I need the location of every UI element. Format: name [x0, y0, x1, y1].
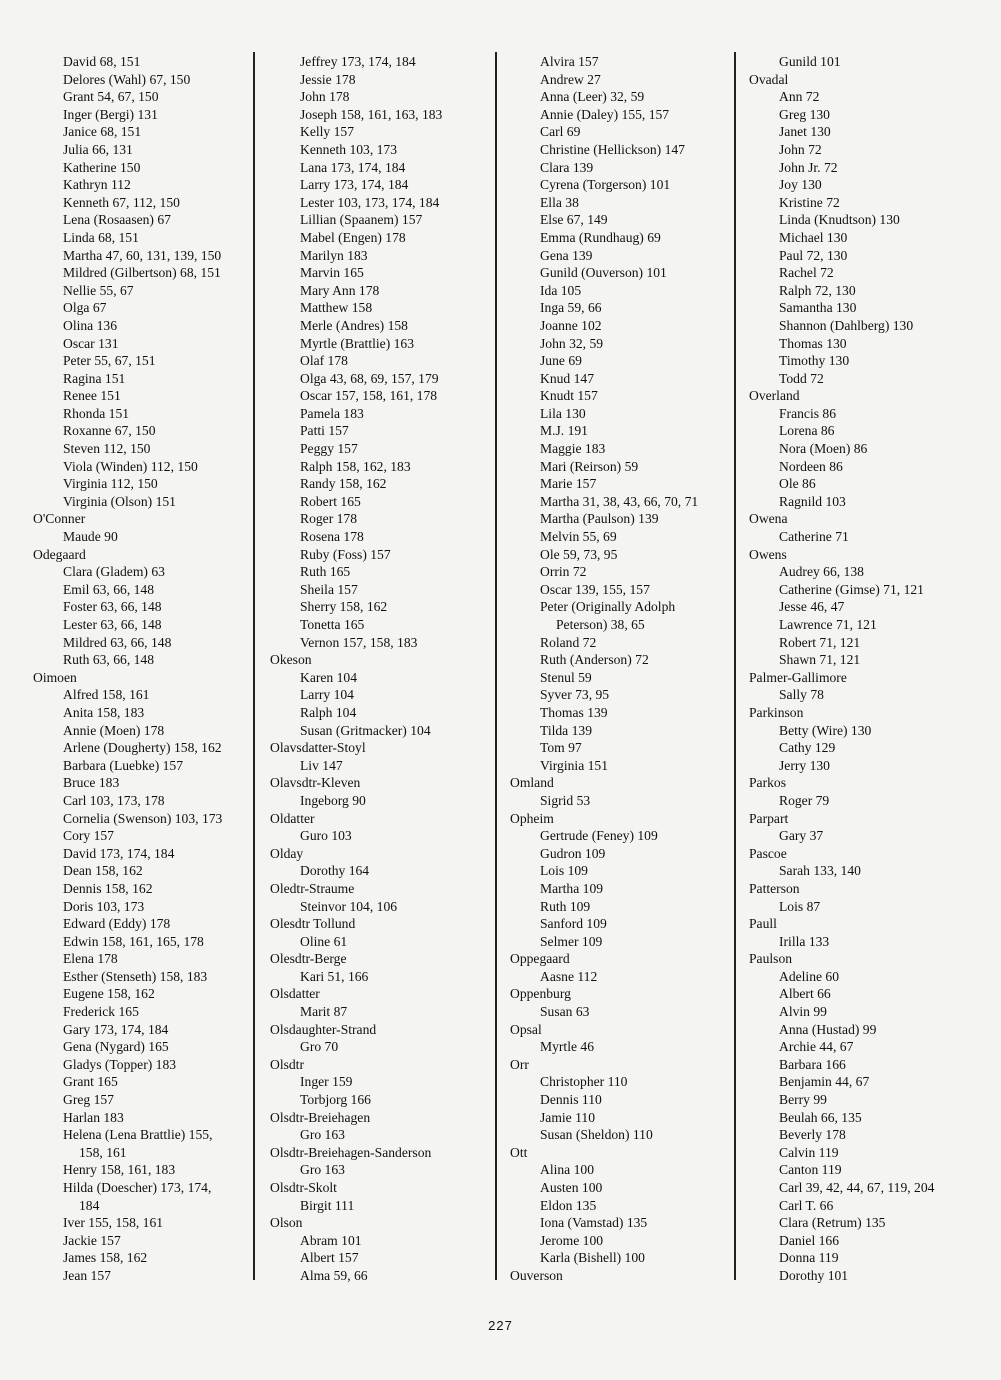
- index-entry: Katherine 150: [63, 159, 141, 175]
- index-entry: Mildred (Gilbertson) 68, 151: [63, 265, 221, 281]
- index-entry: Janice 68, 151: [63, 124, 142, 140]
- index-entry: Inga 59, 66: [540, 300, 602, 316]
- index-entry: Inger (Bergi) 131: [63, 106, 158, 122]
- index-entry: Doris 103, 173: [63, 898, 145, 914]
- index-entry: Harlan 183: [63, 1109, 124, 1125]
- index-entry: Grant 54, 67, 150: [63, 89, 159, 105]
- index-surname: Olavsdatter-Stoyl: [270, 740, 366, 756]
- index-entry: Ralph 158, 162, 183: [300, 458, 411, 474]
- index-entry: Susan (Sheldon) 110: [540, 1127, 653, 1143]
- index-entry: Gladys (Topper) 183: [63, 1056, 177, 1072]
- index-entry: Jerry 130: [779, 757, 830, 773]
- index-surname: Owens: [749, 546, 787, 562]
- index-entry: Merle (Andres) 158: [300, 317, 408, 333]
- index-surname: Ouverson: [510, 1267, 563, 1283]
- index-entry: Robert 71, 121: [779, 634, 861, 650]
- index-entry: Maude 90: [63, 529, 118, 545]
- index-entry: Peter 55, 67, 151: [63, 353, 156, 369]
- index-entry: Gro 163: [300, 1127, 345, 1143]
- index-entry: Ruth 109: [540, 898, 591, 914]
- index-entry: Larry 104: [300, 687, 354, 703]
- index-entry: Esther (Stenseth) 158, 183: [63, 968, 208, 984]
- index-surname: Parpart: [749, 810, 789, 826]
- index-entry: Knud 147: [540, 370, 594, 386]
- index-entry: Roger 79: [779, 792, 830, 808]
- index-entry: Dean 158, 162: [63, 863, 143, 879]
- index-entry: David 173, 174, 184: [63, 845, 175, 861]
- index-entry: Alvira 157: [540, 54, 599, 69]
- index-entry: Ruby (Foss) 157: [300, 546, 391, 562]
- index-entry: Elena 178: [63, 951, 118, 967]
- index-entry: Patti 157: [300, 423, 349, 439]
- index-entry: Francis 86: [779, 405, 837, 421]
- index-entry: Abram 101: [300, 1232, 362, 1248]
- index-surname: Olsdtr-Breiehagen-Sanderson: [270, 1144, 432, 1160]
- index-entry: Cory 157: [63, 828, 114, 844]
- index-entry: Shannon (Dahlberg) 130: [779, 317, 914, 333]
- index-entry: Lois 87: [779, 898, 821, 914]
- index-entry: Gro 70: [300, 1039, 339, 1055]
- index-entry: Daniel 166: [779, 1232, 840, 1248]
- index-entry: Catherine 71: [779, 529, 849, 545]
- index-entry: Olga 43, 68, 69, 157, 179: [300, 370, 439, 386]
- index-entry: Benjamin 44, 67: [779, 1074, 870, 1090]
- index-entry: Emil 63, 66, 148: [63, 581, 155, 597]
- index-entry: Hilda (Doescher) 173, 174,: [63, 1180, 212, 1195]
- index-entry: Lester 63, 66, 148: [63, 617, 162, 632]
- index-entry-continuation: 184: [79, 1197, 100, 1213]
- index-entry: Martha 47, 60, 131, 139, 150: [63, 247, 222, 263]
- index-entry: Catherine (Gimse) 71, 121: [779, 581, 924, 597]
- index-entry: Iver 155, 158, 161: [63, 1215, 164, 1231]
- index-entry: Carl 39, 42, 44, 67, 119, 204: [779, 1180, 935, 1195]
- index-surname: Oppegaard: [510, 951, 570, 967]
- index-entry: Sherry 158, 162: [300, 599, 388, 615]
- index-entry: Jerome 100: [540, 1232, 604, 1248]
- index-entry: Knudt 157: [540, 388, 598, 404]
- index-entry: Sigrid 53: [540, 792, 591, 808]
- index-entry: Henry 158, 161, 183: [63, 1162, 176, 1178]
- index-entry: John Jr. 72: [779, 159, 838, 175]
- index-entry: Timothy 130: [779, 353, 850, 369]
- index-entry: Jessie 178: [300, 71, 356, 87]
- index-entry: Barbara (Luebke) 157: [63, 757, 184, 773]
- index-entry: Vernon 157, 158, 183: [300, 634, 418, 650]
- index-entry: Archie 44, 67: [779, 1039, 854, 1055]
- column-divider: [253, 52, 255, 1280]
- index-entry: Aasne 112: [540, 968, 598, 984]
- index-entry: Carl 103, 173, 178: [63, 792, 165, 808]
- index-entry: Annie (Daley) 155, 157: [540, 106, 670, 122]
- index-entry: Ralph 72, 130: [779, 282, 856, 298]
- index-surname: Olesdtr Tollund: [270, 916, 356, 932]
- index-entry: Alma 59, 66: [300, 1267, 368, 1283]
- index-entry: Mary Ann 178: [300, 282, 380, 298]
- index-entry: Anna (Leer) 32, 59: [540, 89, 645, 105]
- index-entry: Mabel (Engen) 178: [300, 229, 406, 245]
- index-entry: Jamie 110: [540, 1109, 595, 1125]
- index-entry: Renee 151: [63, 388, 121, 404]
- index-surname: Parkinson: [749, 704, 804, 720]
- index-entry: Ruth 63, 66, 148: [63, 652, 155, 668]
- index-entry: John 72: [779, 141, 822, 157]
- index-entry: Gena 139: [540, 247, 593, 263]
- index-entry: Tonetta 165: [300, 617, 365, 632]
- index-entry: Torbjorg 166: [300, 1092, 371, 1108]
- index-entry: Olga 67: [63, 300, 107, 316]
- index-entry: Karen 104: [300, 669, 357, 685]
- index-entry-continuation: 158, 161: [79, 1144, 127, 1160]
- index-entry: Albert 66: [779, 986, 831, 1002]
- index-entry: Cyrena (Torgerson) 101: [540, 177, 671, 193]
- index-entry: Olina 136: [63, 317, 117, 333]
- index-entry: Dorothy 164: [300, 863, 370, 879]
- index-surname: Olday: [270, 845, 304, 861]
- index-surname: Palmer-Gallimore: [749, 669, 847, 685]
- index-entry: Roger 178: [300, 511, 358, 527]
- index-entry: Susan 63: [540, 1004, 590, 1020]
- index-surname: Opheim: [510, 810, 554, 826]
- index-surname: Olesdtr-Berge: [270, 951, 347, 967]
- index-entry: Tilda 139: [540, 722, 592, 738]
- index-entry: Samantha 130: [779, 300, 857, 316]
- index-entry: Oscar 157, 158, 161, 178: [300, 388, 438, 404]
- index-entry: Alvin 99: [779, 1004, 827, 1020]
- index-entry: Marvin 165: [300, 265, 364, 281]
- index-entry: Joy 130: [779, 177, 822, 193]
- index-surname: Omland: [510, 775, 554, 791]
- index-entry: Myrtle 46: [540, 1039, 594, 1055]
- index-surname: Parkos: [749, 775, 787, 791]
- index-entry: Arlene (Dougherty) 158, 162: [63, 740, 222, 756]
- column-divider: [734, 52, 736, 1280]
- index-entry: Tom 97: [540, 740, 582, 756]
- index-entry: Virginia 112, 150: [63, 476, 158, 492]
- index-entry: Ingeborg 90: [300, 792, 366, 808]
- index-entry: Canton 119: [779, 1162, 842, 1178]
- index-column-1: [33, 53, 248, 1285]
- page-number: 227: [488, 1318, 513, 1333]
- index-entry: Kathryn 112: [63, 177, 131, 193]
- index-entry: Thomas 130: [779, 335, 847, 351]
- index-entry: Audrey 66, 138: [779, 564, 864, 580]
- index-entry: Delores (Wahl) 67, 150: [63, 71, 191, 87]
- index-column-2: [270, 53, 485, 1285]
- index-surname: Pascoe: [749, 845, 787, 861]
- index-entry: Ragina 151: [63, 370, 126, 386]
- index-entry: Steven 112, 150: [63, 441, 151, 457]
- index-entry: Anna (Hustad) 99: [779, 1021, 877, 1037]
- index-entry: Lila 130: [540, 405, 586, 421]
- index-entry: Viola (Winden) 112, 150: [63, 458, 198, 474]
- index-entry: Dennis 158, 162: [63, 880, 153, 896]
- index-entry: Ole 86: [779, 476, 816, 492]
- index-entry: Robert 165: [300, 493, 361, 509]
- index-entry: Frederick 165: [63, 1004, 139, 1020]
- index-entry: M.J. 191: [540, 423, 588, 439]
- index-entry: Gudron 109: [540, 845, 606, 861]
- index-entry: Albert 157: [300, 1250, 359, 1266]
- index-entry: Barbara 166: [779, 1056, 846, 1072]
- index-entry: Lawrence 71, 121: [779, 617, 877, 632]
- index-entry: Grant 165: [63, 1074, 118, 1090]
- index-entry: Kenneth 67, 112, 150: [63, 194, 180, 210]
- index-entry: Eugene 158, 162: [63, 986, 155, 1002]
- index-entry: Lena (Rosaasen) 67: [63, 212, 171, 228]
- index-entry: Greg 157: [63, 1092, 114, 1108]
- index-entry: Lillian (Spaanem) 157: [300, 212, 423, 228]
- index-entry: Gro 163: [300, 1162, 345, 1178]
- index-entry: Thomas 139: [540, 704, 608, 720]
- index-surname: Okeson: [270, 652, 312, 668]
- index-surname: Olsdtr-Breiehagen: [270, 1109, 371, 1125]
- index-surname: Oppenburg: [510, 986, 571, 1002]
- index-entry: Rhonda 151: [63, 405, 130, 421]
- index-entry: Sarah 133, 140: [779, 863, 861, 879]
- index-entry: Ella 38: [540, 194, 579, 210]
- index-entry: Inger 159: [300, 1074, 353, 1090]
- index-entry: Ralph 104: [300, 704, 357, 720]
- index-entry: Maggie 183: [540, 441, 606, 457]
- index-entry: Linda (Knudtson) 130: [779, 212, 900, 228]
- index-entry: Martha 31, 38, 43, 66, 70, 71: [540, 493, 699, 509]
- index-entry: Foster 63, 66, 148: [63, 599, 162, 615]
- index-entry: Dennis 110: [540, 1092, 602, 1108]
- index-entry: Berry 99: [779, 1092, 827, 1108]
- index-entry: Roxanne 67, 150: [63, 423, 156, 439]
- index-surname: Overland: [749, 388, 800, 404]
- index-entry: Peter (Originally Adolph: [540, 599, 676, 615]
- index-entry: Michael 130: [779, 229, 848, 245]
- index-entry: Martha (Paulson) 139: [540, 511, 659, 527]
- index-surname: Oimoen: [33, 669, 77, 685]
- index-entry: Oline 61: [300, 933, 348, 949]
- index-entry: Ruth 165: [300, 564, 351, 580]
- index-entry: Susan (Gritmacker) 104: [300, 722, 431, 738]
- index-surname: Olsdtr-Skolt: [270, 1180, 337, 1195]
- index-entry: Lorena 86: [779, 423, 835, 439]
- index-surname: Opsal: [510, 1021, 542, 1037]
- index-entry: Peggy 157: [300, 441, 358, 457]
- index-entry-continuation: Peterson) 38, 65: [556, 617, 645, 632]
- index-entry: Ruth (Anderson) 72: [540, 652, 649, 668]
- index-entry: Christine (Hellickson) 147: [540, 141, 685, 157]
- index-entry: Mildred 63, 66, 148: [63, 634, 172, 650]
- index-entry: David 68, 151: [63, 54, 141, 69]
- index-entry: Karla (Bishell) 100: [540, 1250, 645, 1266]
- index-surname: Ovadal: [749, 71, 789, 87]
- index-entry: John 178: [300, 89, 350, 105]
- index-entry: Mari (Reirson) 59: [540, 458, 639, 474]
- index-entry: Betty (Wire) 130: [779, 722, 872, 738]
- index-surname: Patterson: [749, 880, 800, 896]
- index-entry: Sheila 157: [300, 581, 358, 597]
- index-entry: John 32, 59: [540, 335, 604, 351]
- index-entry: Greg 130: [779, 106, 830, 122]
- index-entry: Orrin 72: [540, 564, 587, 580]
- index-entry: Andrew 27: [540, 71, 601, 87]
- index-entry: Myrtle (Brattlie) 163: [300, 335, 415, 351]
- index-entry: Gunild 101: [779, 54, 841, 69]
- index-entry: Gary 173, 174, 184: [63, 1021, 169, 1037]
- index-entry: Nora (Moen) 86: [779, 441, 868, 457]
- index-entry: Stenul 59: [540, 669, 592, 685]
- index-entry: Alina 100: [540, 1162, 594, 1178]
- index-entry: Selmer 109: [540, 933, 603, 949]
- index-entry: Calvin 119: [779, 1144, 839, 1160]
- index-entry: Marit 87: [300, 1004, 348, 1020]
- index-entry: Oscar 139, 155, 157: [540, 581, 650, 597]
- index-entry: Todd 72: [779, 370, 824, 386]
- index-entry: Joseph 158, 161, 163, 183: [300, 106, 443, 122]
- index-surname: Oledtr-Straume: [270, 880, 355, 896]
- index-surname: Olsdtr: [270, 1056, 304, 1072]
- index-entry: Randy 158, 162: [300, 476, 387, 492]
- index-entry: Shawn 71, 121: [779, 652, 861, 668]
- index-entry: Alfred 158, 161: [63, 687, 150, 703]
- index-entry: Cathy 129: [779, 740, 836, 756]
- index-entry: Virginia (Olson) 151: [63, 493, 176, 509]
- index-entry: Donna 119: [779, 1250, 839, 1266]
- index-entry: Carl 69: [540, 124, 581, 140]
- index-entry: Marilyn 183: [300, 247, 368, 263]
- index-surname: Owena: [749, 511, 788, 527]
- index-entry: Guro 103: [300, 828, 352, 844]
- index-entry: Clara 139: [540, 159, 594, 175]
- index-entry: Melvin 55, 69: [540, 529, 617, 545]
- index-entry: Dorothy 101: [779, 1267, 849, 1283]
- index-entry: Sanford 109: [540, 916, 607, 932]
- index-entry: Ragnild 103: [779, 493, 846, 509]
- index-entry: Gary 37: [779, 828, 824, 844]
- index-surname: Olsdatter: [270, 986, 320, 1002]
- index-entry: Christopher 110: [540, 1074, 628, 1090]
- index-entry: Edwin 158, 161, 165, 178: [63, 933, 204, 949]
- index-entry: Julia 66, 131: [63, 141, 133, 157]
- index-entry: Joanne 102: [540, 317, 602, 333]
- index-surname: Oldatter: [270, 810, 315, 826]
- index-entry: Janet 130: [779, 124, 831, 140]
- index-entry: Birgit 111: [300, 1197, 355, 1213]
- index-entry: Helena (Lena Brattlie) 155,: [63, 1127, 213, 1143]
- index-entry: Kelly 157: [300, 124, 354, 140]
- index-entry: Lois 109: [540, 863, 588, 879]
- index-entry: Gena (Nygard) 165: [63, 1039, 169, 1055]
- index-entry: Irilla 133: [779, 933, 830, 949]
- index-entry: Nellie 55, 67: [63, 282, 134, 298]
- index-entry: Bruce 183: [63, 775, 120, 791]
- index-surname: Odegaard: [33, 546, 86, 562]
- index-surname: Olavsdtr-Kleven: [270, 775, 361, 791]
- index-entry: Lester 103, 173, 174, 184: [300, 194, 440, 210]
- index-entry: James 158, 162: [63, 1250, 148, 1266]
- index-entry: Gertrude (Feney) 109: [540, 828, 658, 844]
- index-entry: Martha 109: [540, 880, 604, 896]
- index-column-4: [749, 53, 994, 1285]
- index-entry: Jesse 46, 47: [779, 599, 845, 615]
- index-column-3: [510, 53, 730, 1285]
- index-entry: Iona (Vamstad) 135: [540, 1215, 648, 1231]
- index-entry: Kristine 72: [779, 194, 840, 210]
- index-entry: Paul 72, 130: [779, 247, 848, 263]
- index-entry: Annie (Moen) 178: [63, 722, 165, 738]
- index-entry: Austen 100: [540, 1180, 603, 1195]
- index-entry: Sally 78: [779, 687, 824, 703]
- index-entry: Edward (Eddy) 178: [63, 916, 171, 932]
- index-surname: Olson: [270, 1215, 303, 1231]
- index-entry: Kenneth 103, 173: [300, 141, 398, 157]
- index-entry: Oscar 131: [63, 335, 119, 351]
- index-entry: Marie 157: [540, 476, 597, 492]
- index-surname: Orr: [510, 1056, 529, 1072]
- index-entry: Larry 173, 174, 184: [300, 177, 409, 193]
- index-entry: Kari 51, 166: [300, 968, 369, 984]
- index-entry: Lana 173, 174, 184: [300, 159, 406, 175]
- index-entry: Eldon 135: [540, 1197, 597, 1213]
- index-entry: Clara (Gladem) 63: [63, 564, 165, 580]
- index-entry: Ida 105: [540, 282, 582, 298]
- index-entry: Nordeen 86: [779, 458, 843, 474]
- index-entry: Ole 59, 73, 95: [540, 546, 618, 562]
- index-entry: Olaf 178: [300, 353, 348, 369]
- index-entry: Gunild (Ouverson) 101: [540, 265, 667, 281]
- index-entry: Jackie 157: [63, 1232, 121, 1248]
- index-entry: Jeffrey 173, 174, 184: [300, 54, 416, 69]
- index-entry: Steinvor 104, 106: [300, 898, 398, 914]
- index-entry: Rosena 178: [300, 529, 364, 545]
- index-entry: Matthew 158: [300, 300, 373, 316]
- index-entry: Roland 72: [540, 634, 597, 650]
- index-entry: Emma (Rundhaug) 69: [540, 229, 661, 245]
- index-entry: Jean 157: [63, 1267, 111, 1283]
- column-divider: [495, 52, 497, 1280]
- index-surname: O'Conner: [33, 511, 86, 527]
- index-entry: Carl T. 66: [779, 1197, 834, 1213]
- index-surname: Olsdaughter-Strand: [270, 1021, 377, 1037]
- index-surname: Paull: [749, 916, 777, 932]
- index-entry: Cornelia (Swenson) 103, 173: [63, 810, 223, 826]
- index-surname: Ott: [510, 1144, 528, 1160]
- index-entry: Anita 158, 183: [63, 704, 145, 720]
- index-entry: Rachel 72: [779, 265, 834, 281]
- index-entry: Virginia 151: [540, 757, 609, 773]
- index-entry: Clara (Retrum) 135: [779, 1215, 886, 1231]
- index-entry: Else 67, 149: [540, 212, 608, 228]
- index-entry: Liv 147: [300, 757, 343, 773]
- index-entry: Syver 73, 95: [540, 687, 610, 703]
- index-surname: Paulson: [749, 951, 793, 967]
- index-entry: Pamela 183: [300, 405, 364, 421]
- index-entry: Linda 68, 151: [63, 229, 139, 245]
- index-entry: June 69: [540, 353, 582, 369]
- index-entry: Adeline 60: [779, 968, 840, 984]
- index-entry: Beulah 66, 135: [779, 1109, 862, 1125]
- index-entry: Beverly 178: [779, 1127, 846, 1143]
- index-entry: Ann 72: [779, 89, 820, 105]
